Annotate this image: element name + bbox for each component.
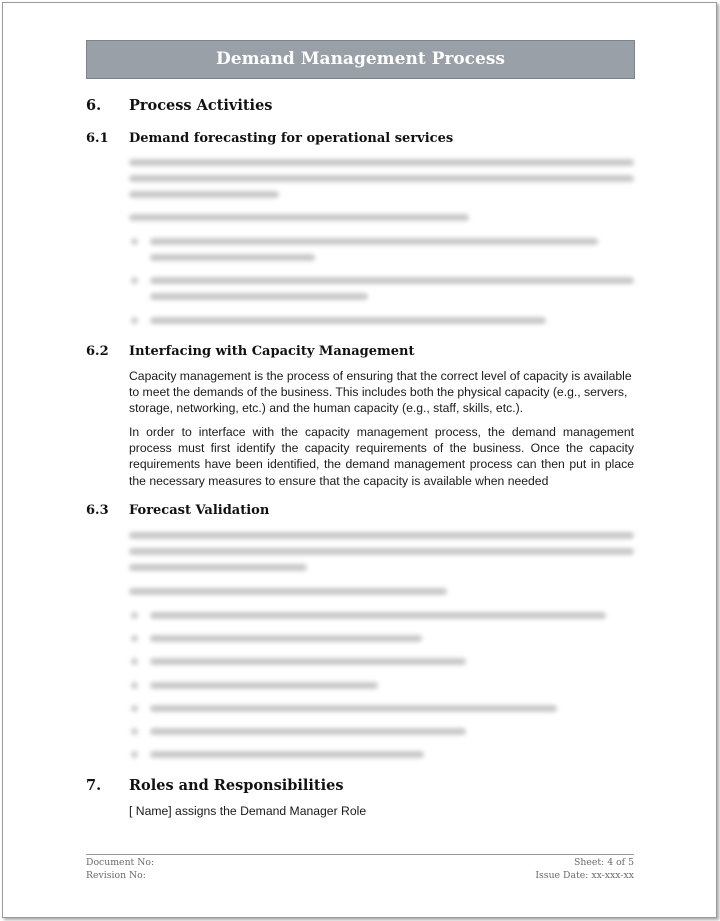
section-number: 6. [86,97,102,114]
capacity-interface-paragraph: In order to interface with the capacity management process, the demand management process must first identify the capacity requirements of the business. Once the capacity requirements have been identified, the demand management process can then put in place the necessary measures to ensure that the capacity is available when needed [129,425,634,488]
section-7-heading [86,777,636,797]
section-number: 6.1 [86,131,109,146]
section-number: 6.2 [86,344,109,359]
footer-document-no: Document No: [86,857,155,868]
section-title: Forecast Validation [129,503,270,518]
section-title: Process Activities [129,97,273,114]
section-6-3-heading [86,503,636,521]
section-6-1-heading [86,131,636,149]
footer-issue-date: Issue Date: xx-xxx-xx [535,870,634,881]
footer-sheet-number: Sheet: 4 of 5 [574,857,634,868]
section-6-2-heading [86,344,636,362]
roles-paragraph: [ Name] assigns the Demand Manager Role [129,804,367,818]
redacted-content-6-3 [129,528,634,768]
footer-divider [86,854,634,855]
section-title: Demand forecasting for operational services [129,131,454,146]
footer-revision-no: Revision No: [86,870,146,881]
section-number: 7. [86,777,102,794]
section-title: Roles and Responsibilities [129,777,344,794]
capacity-management-paragraph: Capacity management is the process of ensuring that the correct level of capacity is available to meet the demands of the business. This includes both the physical capacity (e.g., servers, storage, networking, etc.) and the human capacity (e.g., staff, skills, etc.). [129,369,632,416]
redacted-content-6-1 [129,155,634,330]
section-6-heading [86,97,636,117]
document-title: Demand Management Process [86,40,635,79]
section-title: Interfacing with Capacity Management [129,344,415,359]
section-number: 6.3 [86,503,109,518]
